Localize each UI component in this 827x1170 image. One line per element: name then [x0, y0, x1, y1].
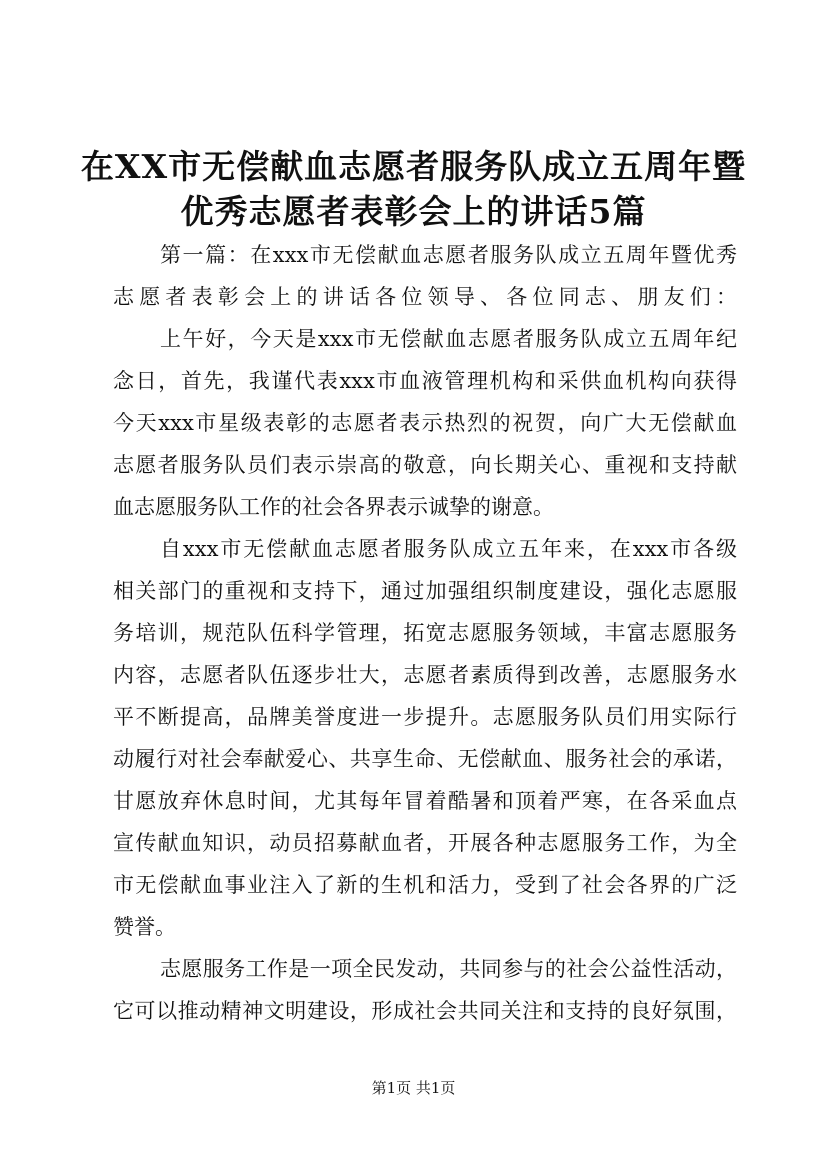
body-line: 平不断提高，品牌美誉度进一步提升。志愿服务队员们用实际行	[113, 705, 737, 729]
body-line: 第一篇：在xxx市无偿献血志愿者服务队成立五周年暨优秀	[160, 243, 737, 267]
body-line: 自xxx市无偿献血志愿者服务队成立五年来，在xxx市各级	[160, 537, 737, 561]
body-line: 赞誉。	[113, 915, 176, 939]
body-line: 它可以推动精神文明建设，形成社会共同关注和支持的良好氛围，	[113, 999, 737, 1023]
document-title-line-2: 优秀志愿者表彰会上的讲话5篇	[180, 192, 647, 231]
body-line: 志愿者服务队员们表示崇高的敬意，向长期关心、重视和支持献	[113, 453, 737, 477]
body-line: 内容，志愿者队伍逐步壮大，志愿者素质得到改善，志愿服务水	[113, 663, 737, 687]
page-number-footer: 第1页 共1页	[371, 1079, 456, 1097]
body-line: 务培训，规范队伍科学管理，拓宽志愿服务领域，丰富志愿服务	[113, 621, 737, 645]
body-line: 甘愿放弃休息时间，尤其每年冒着酷暑和顶着严寒，在各采血点	[113, 789, 737, 813]
body-line: 相关部门的重视和支持下，通过加强组织制度建设，强化志愿服	[113, 579, 737, 603]
body-line: 志愿者表彰会上的讲话各位领导、各位同志、朋友们：	[113, 285, 737, 309]
body-line: 念日，首先，我谨代表xxx市血液管理机构和采供血机构向获得	[113, 369, 737, 393]
body-line: 上午好，今天是xxx市无偿献血志愿者服务队成立五周年纪	[160, 327, 737, 351]
body-line: 今天xxx市星级表彰的志愿者表示热烈的祝贺，向广大无偿献血	[113, 411, 737, 435]
body-line: 志愿服务工作是一项全民发动，共同参与的社会公益性活动，	[160, 957, 737, 981]
document-title-line-1: 在XX市无偿献血志愿者服务队成立五周年暨	[80, 147, 747, 186]
body-line: 宣传献血知识，动员招募献血者，开展各种志愿服务工作，为全	[113, 831, 737, 855]
body-line: 市无偿献血事业注入了新的生机和活力，受到了社会各界的广泛	[113, 873, 737, 897]
body-line: 动履行对社会奉献爱心、共享生命、无偿献血、服务社会的承诺，	[113, 747, 737, 771]
body-line: 血志愿服务队工作的社会各界表示诚挚的谢意。	[113, 495, 554, 519]
